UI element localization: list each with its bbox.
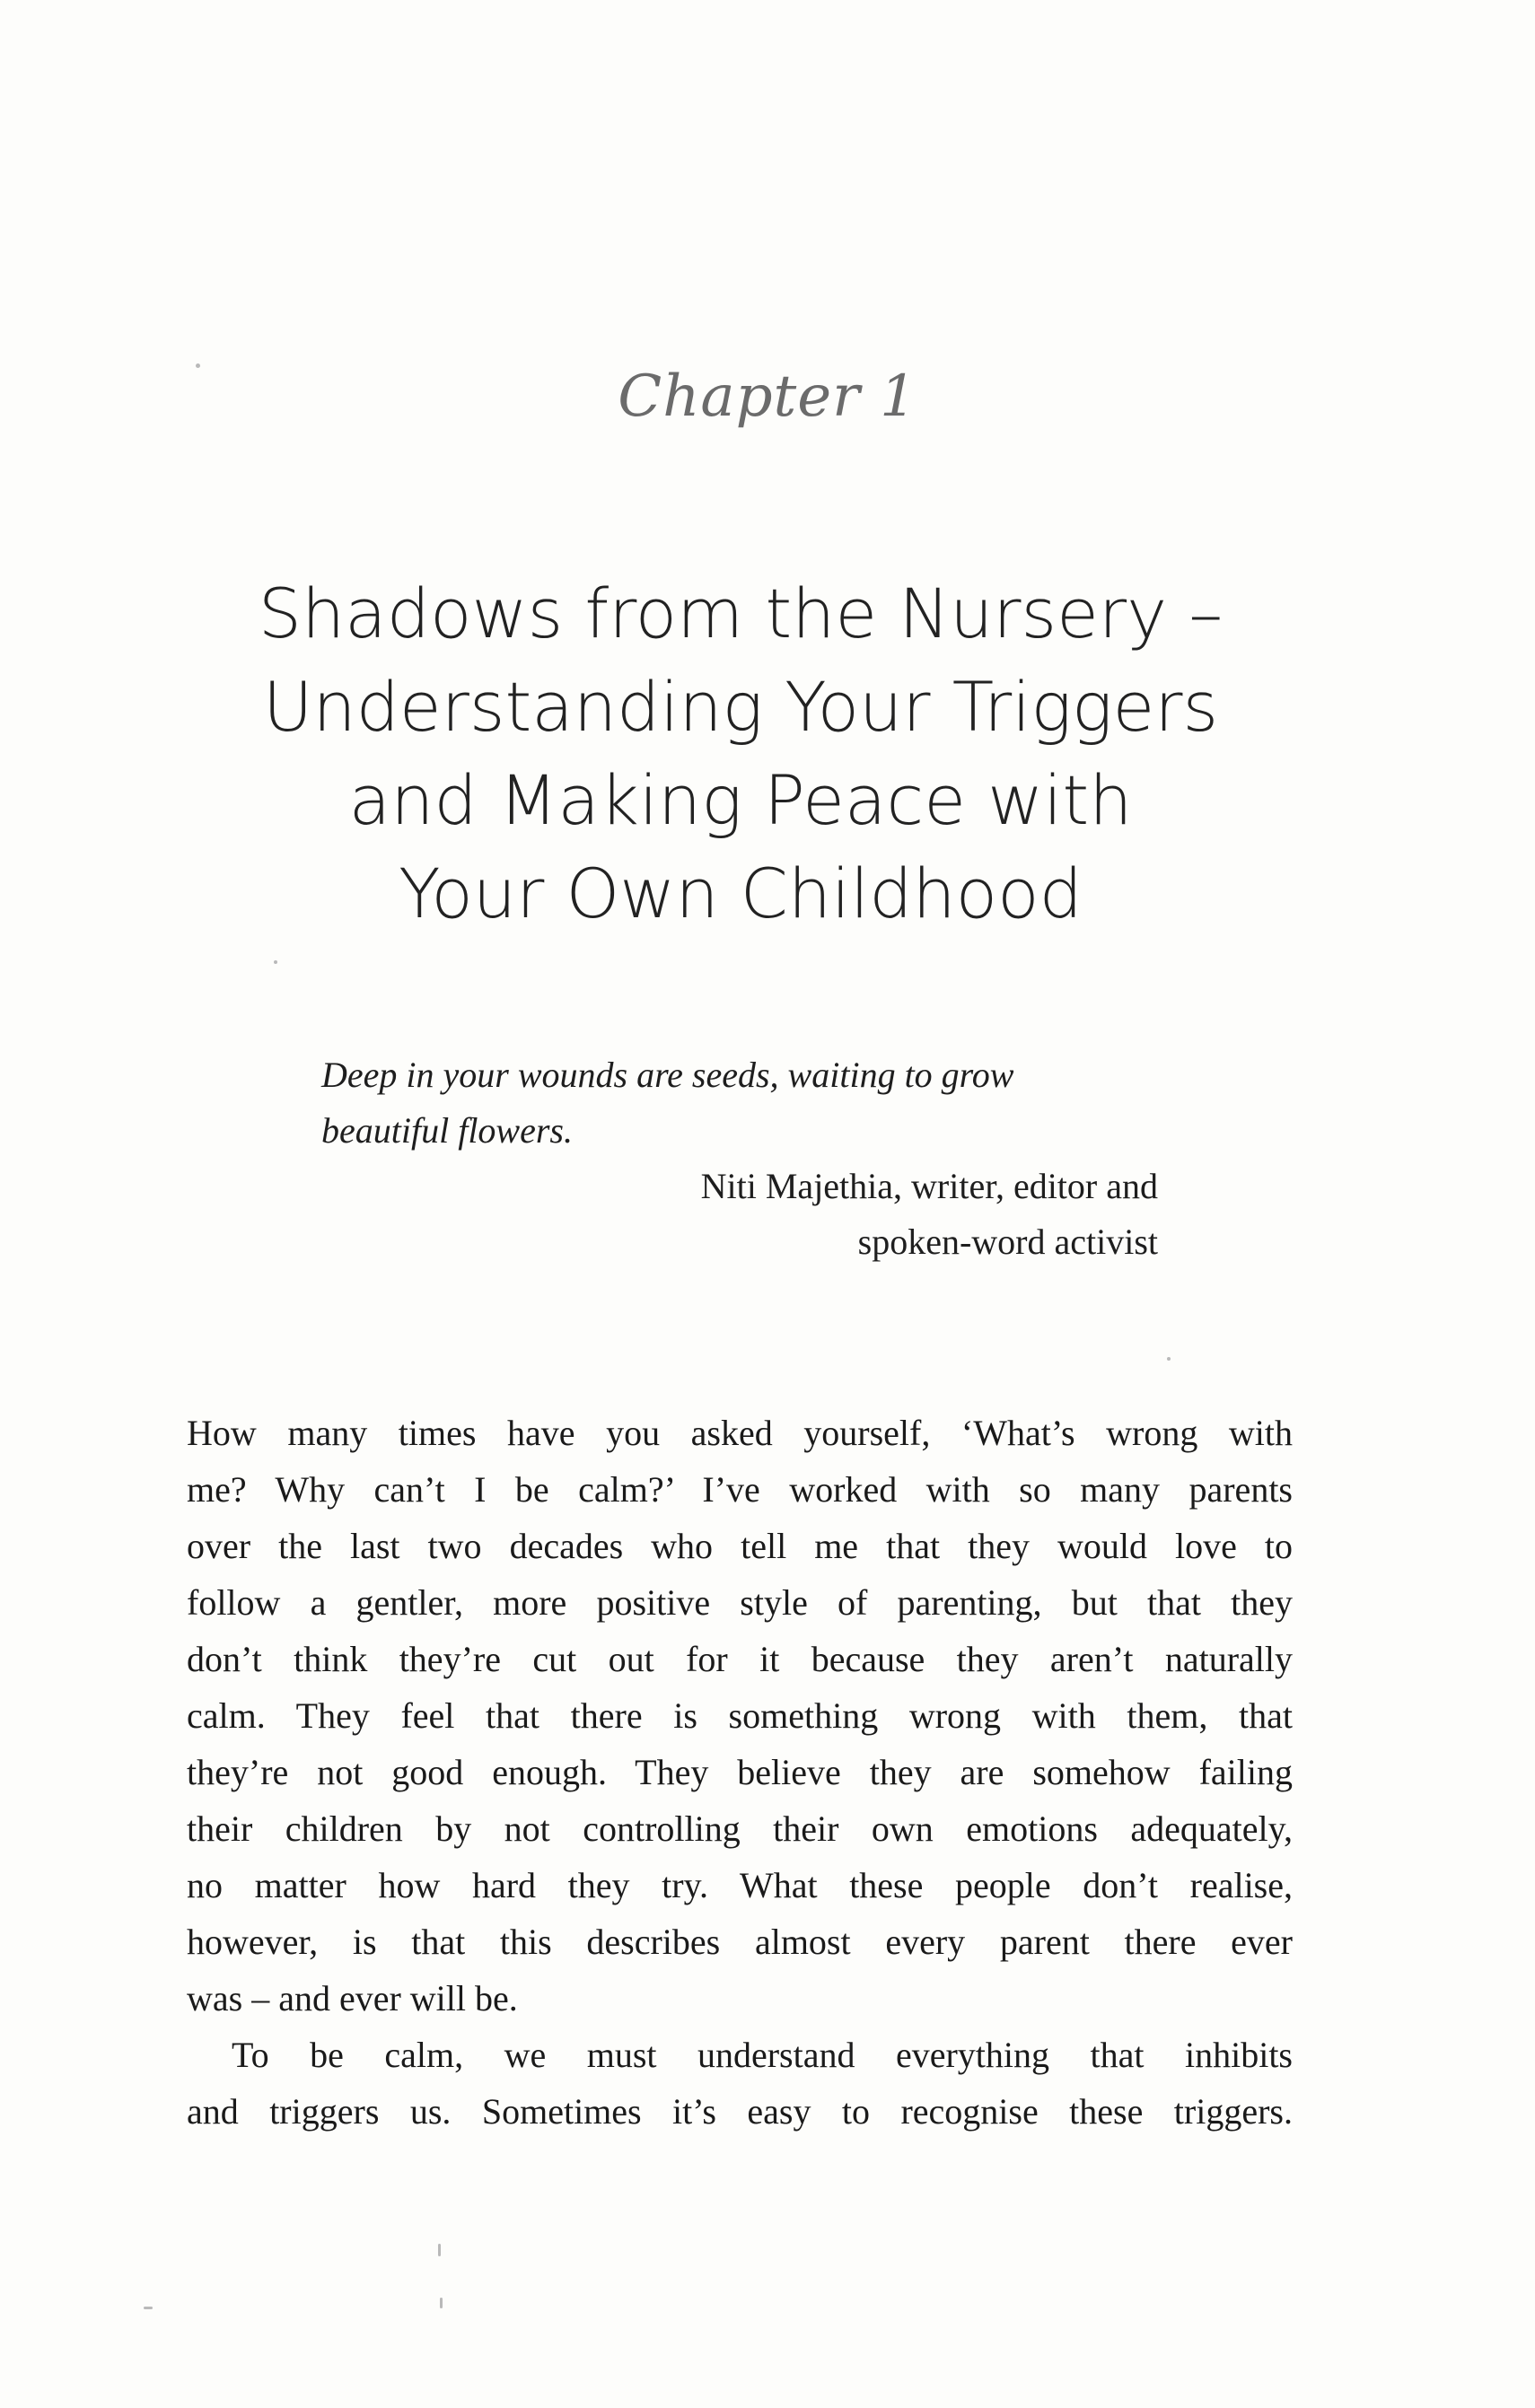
paragraph-2-line: and triggers us. Sometimes it’s easy to recognise these triggers.: [187, 2091, 1293, 2132]
paragraph-1-line: was – and ever will be.: [187, 1978, 518, 2018]
paragraph-1-line: How many times have you asked yourself, ‘What’s wrong with: [187, 1413, 1293, 1453]
paragraph-1-line: follow a gentler, more positive style of parenting, but that they: [187, 1582, 1293, 1623]
paragraph-1-line: however, is that this describes almost every parent there ever: [187, 1922, 1293, 1962]
paragraph-1-line: they’re not good enough. They believe they are somehow failing: [187, 1752, 1293, 1792]
chapter-title: [180, 567, 1302, 941]
epigraph-attribution-line: Niti Majethia, writer, editor and: [700, 1166, 1158, 1206]
epigraph-quote: [321, 1047, 1161, 1159]
chapter-title-line: Understanding Your Triggers: [262, 667, 1219, 747]
epigraph-quote-line: beautiful flowers.: [321, 1110, 573, 1151]
scan-speck: [1167, 1357, 1171, 1361]
paragraph-1-line: me? Why can’t I be calm?’ I’ve worked with so many parents: [187, 1469, 1293, 1510]
paragraph-1-line: over the last two decades who tell me that they would love to: [187, 1526, 1293, 1566]
paragraph-1-line: calm. They feel that there is something wrong with them, that: [187, 1695, 1293, 1736]
chapter-title-line: and Making Peace with: [348, 760, 1133, 840]
paragraph-1-line: don’t think they’re cut out for it because they aren’t naturally: [187, 1639, 1293, 1679]
scan-speck: [196, 363, 200, 368]
epigraph-attribution: [557, 1159, 1158, 1270]
paragraph-1-line: their children by not controlling their own emotions adequately,: [187, 1808, 1293, 1849]
chapter-title-line: Shadows from the Nursery –: [258, 574, 1224, 653]
scan-speck: [440, 2298, 443, 2308]
chapter-label: Chapter 1: [618, 363, 917, 430]
body-text: [187, 1405, 1293, 2140]
paragraph-2-line: To be calm, we must understand everything that inhibits: [232, 2035, 1293, 2075]
epigraph-attribution-line: spoken-word activist: [857, 1222, 1158, 1262]
scan-speck: [144, 2307, 153, 2309]
epigraph-quote-line: Deep in your wounds are seeds, waiting to grow: [321, 1055, 1014, 1095]
paragraph-1-line: no matter how hard they try. What these people don’t realise,: [187, 1865, 1293, 1905]
scan-speck: [438, 2244, 441, 2256]
scan-speck: [274, 960, 277, 964]
chapter-title-line: Your Own Childhood: [399, 854, 1083, 933]
